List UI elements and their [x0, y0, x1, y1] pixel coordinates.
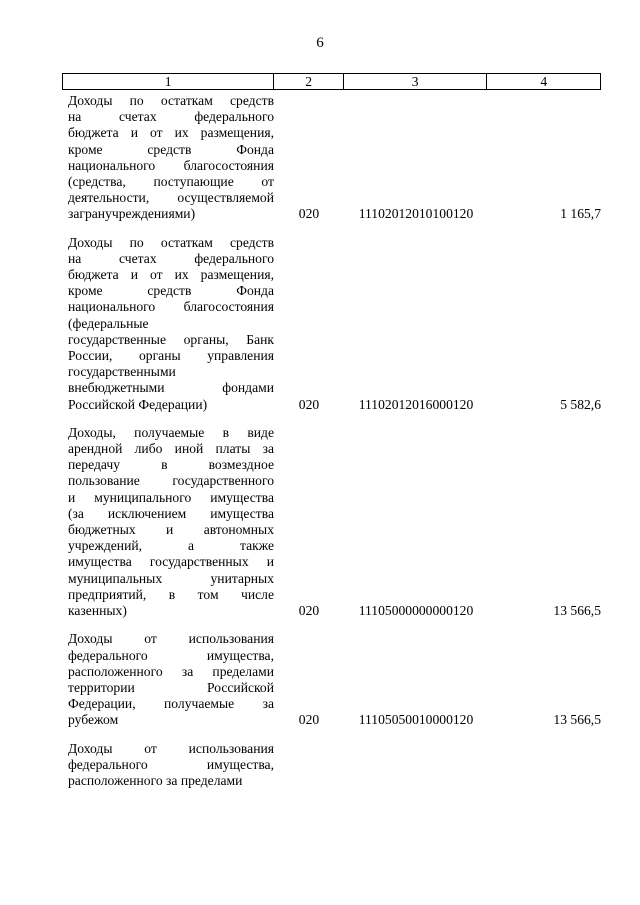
description-line: на счетах федерального	[68, 109, 274, 125]
header-col-4: 4	[540, 74, 548, 89]
description-line: бюджета и от их размещения,	[68, 267, 274, 283]
description-line: и муниципального имущества	[68, 489, 274, 505]
description-line: имущества государственных и	[68, 554, 274, 570]
row-description	[62, 425, 274, 619]
description-line: Доходы от использования	[68, 740, 274, 756]
description-line: расположенного за пределами	[68, 663, 274, 679]
description-line: пользование государственного	[68, 473, 274, 489]
description-line: кроме средств Фонда	[68, 283, 274, 299]
admin-code: 020	[298, 712, 320, 728]
description-line: государственными	[68, 364, 176, 380]
description-line: (за исключением имущества	[68, 505, 274, 521]
description-line: деятельности, осуществляемой	[68, 190, 274, 206]
description-line: Доходы по остаткам средств	[68, 93, 274, 108]
admin-code: 020	[298, 396, 320, 412]
description-line: рубежом	[68, 712, 119, 728]
budget-classification-code: 11105050010000120	[358, 712, 474, 728]
description-line: бюджетных и автономных	[68, 522, 274, 538]
description-line: на счетах федерального	[68, 250, 274, 266]
table-row	[62, 93, 601, 223]
description-line: национального благосостояния	[68, 157, 274, 173]
table-row	[62, 741, 601, 790]
description-line: расположенного за пределами	[68, 772, 243, 788]
budget-classification-code: 11102012016000120	[358, 396, 474, 412]
page-number: 6	[316, 35, 324, 51]
amount: 13 566,5	[553, 712, 601, 728]
row-description	[62, 93, 274, 223]
budget-classification-code: 11105000000000120	[358, 603, 474, 619]
amount: 1 165,7	[560, 206, 601, 222]
description-line: федерального имущества,	[68, 647, 274, 663]
row-description	[62, 235, 274, 413]
amount: 13 566,5	[553, 603, 601, 619]
description-line: Федерации, получаемые за	[68, 696, 274, 712]
table-row	[62, 425, 601, 619]
description-line: России, органы управления	[68, 348, 274, 364]
description-line: территории Российской	[68, 679, 274, 695]
row-description	[62, 741, 274, 790]
description-line: Доходы по остаткам средств	[68, 234, 274, 250]
description-line: загранучреждениями)	[68, 206, 196, 222]
description-line: Доходы, получаемые в виде	[68, 424, 274, 440]
table-body	[62, 93, 601, 801]
description-line: арендной либо иной платы за	[68, 441, 274, 457]
budget-classification-code: 11102012010100120	[358, 206, 474, 222]
header-col-3: 3	[344, 74, 487, 89]
description-line: государственные органы, Банк	[68, 331, 274, 347]
table-row	[62, 235, 601, 413]
description-line: федерального имущества,	[68, 756, 274, 772]
description-line: бюджета и от их размещения,	[68, 125, 274, 141]
description-line: (средства, поступающие от	[68, 174, 274, 190]
amount: 5 582,6	[560, 396, 601, 412]
description-line: (федеральные	[68, 315, 149, 331]
description-line: кроме средств Фонда	[68, 141, 274, 157]
description-line: внебюджетными фондами	[68, 380, 274, 396]
description-line: предприятий, в том числе	[68, 586, 274, 602]
description-line: учреждений, а также	[68, 538, 274, 554]
description-line: муниципальных унитарных	[68, 570, 274, 586]
header-col-1: 1	[63, 74, 274, 89]
description-line: казенных)	[68, 603, 127, 619]
admin-code: 020	[298, 206, 320, 222]
row-description	[62, 631, 274, 728]
table-row	[62, 631, 601, 728]
description-line: Доходы от использования	[68, 631, 274, 647]
table-header	[62, 73, 601, 90]
admin-code: 020	[298, 603, 320, 619]
description-line: национального благосостояния	[68, 299, 274, 315]
description-line: передачу в возмездное	[68, 457, 274, 473]
description-line: Российской Федерации)	[68, 396, 208, 412]
header-col-2: 2	[274, 74, 344, 89]
